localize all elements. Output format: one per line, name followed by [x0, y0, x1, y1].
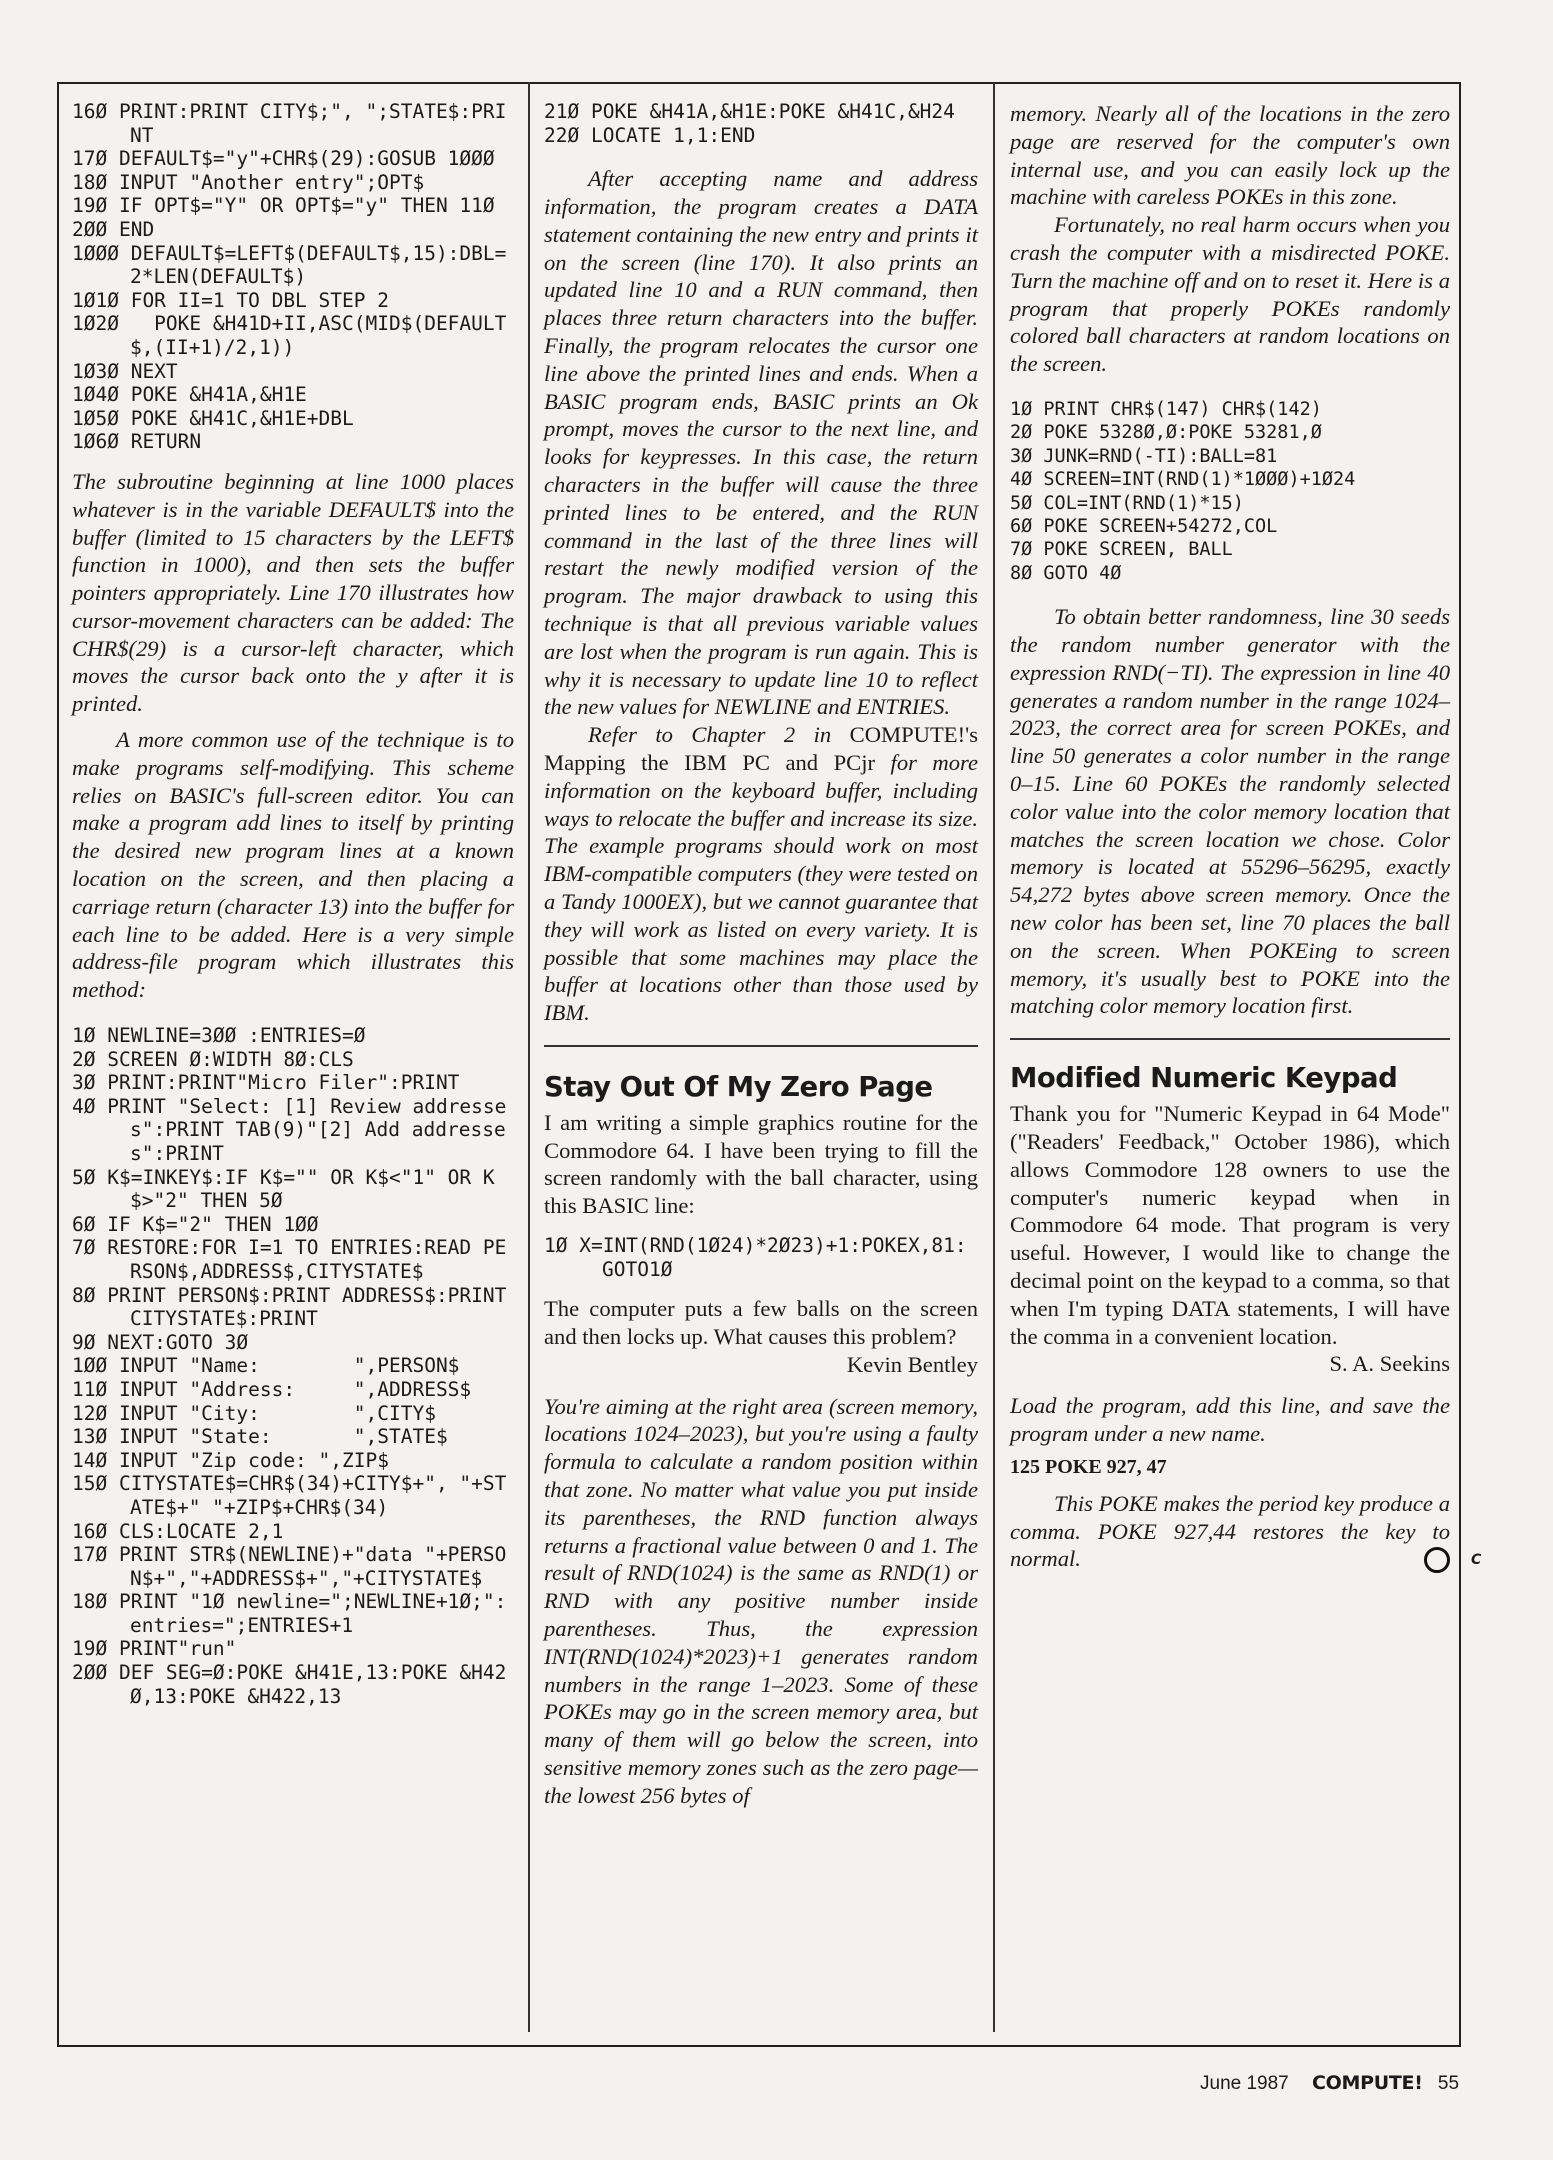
code-line: 3Ø PRINT:PRINT"Micro Filer":PRINT	[72, 1071, 460, 1095]
code-line: 8Ø PRINT PERSON$:PRINT ADDRESS$:PRINT CITYSTATE$:PRINT	[72, 1283, 519, 1331]
code-line: 7Ø RESTORE:FOR I=1 TO ENTRIES:READ PERSON$,ADDRESS$,CITYSTATE$	[72, 1236, 507, 1283]
column-divider-1	[528, 82, 530, 2032]
reader-letter: Thank you for "Numeric Keypad in 64 Mode" ("Readers' Feedback," October 1986), which allows Commodore 128 owners to use the computer's numeric keypad when in Commodore 64 mode. That program is very useful. However, I would like to change the decimal point on the keypad to a comma, so that when I'm typing DATA statements, I will have the comma in a convenient location.	[1010, 1101, 1450, 1349]
code-line	[544, 1234, 978, 1281]
code-line: 9Ø NEXT:GOTO 3Ø	[72, 1330, 249, 1354]
code-line: 1Ø2Ø POKE &H41D+II,ASC(MID$(DEFAULT$,(II+1)/2,1))	[72, 312, 507, 359]
code-line: 4Ø SCREEN=INT(RND(1)*1ØØØ)+1Ø24	[1010, 469, 1356, 491]
code-line: 2Ø POKE 5328Ø,Ø:POKE 53281,Ø	[1010, 422, 1322, 444]
code-listing-continued	[72, 100, 514, 454]
section-heading: Modified Numeric Keypad	[1010, 1062, 1398, 1095]
code-line: 22Ø LOCATE 1,1:END	[544, 123, 756, 147]
code-line: 1Ø NEWLINE=3ØØ :ENTRIES=Ø	[72, 1024, 366, 1048]
article-paragraph: memory. Nearly all of the locations in the zero page are reserved for the computer's own internal use, and you can easily lock up the machine with careless POKEs in this zone.	[1010, 101, 1450, 210]
article-paragraph: A more common use of the technique is to make programs self-modifying. This scheme relies on BASIC's full-screen editor. You can make a program add lines to itself by printing the desired new program lines at a known location on the screen, and then placing a carriage return (character 13) into the buffer for each line to be added. Here is a very simple address-file program which illustrates this method:	[72, 727, 514, 1003]
text-run: This POKE makes the period key produce a comma. POKE 927,44 restores the key to normal.	[1010, 1490, 1450, 1572]
code-line: 3Ø JUNK=RND(-TI):BALL=81	[1010, 445, 1278, 467]
code-line: 1Ø5Ø POKE &H41C,&H1E+DBL	[72, 406, 354, 430]
code-listing-end	[544, 100, 978, 147]
editor-answer: Load the program, add this line, and save the program under a new name.	[1010, 1393, 1450, 1446]
magazine-name: COMPUTE!	[1312, 2072, 1423, 2094]
text-run: for more information on the keyboard buffer, including ways to relocate the buffer and increase its size. The example programs should work on most IBM-compatible computers (they were tested on a Tandy 1000EX), but we cannot guarantee that they will work as listed on every variety. It is possible that some machines may place the buffer at locations other than those used by IBM.	[544, 749, 978, 1026]
reader-letter: The computer puts a few balls on the screen and then locks up. What causes this problem?	[544, 1296, 978, 1350]
code-line: 1Ø X=INT(RND(1Ø24)*2Ø23)+1:POKEX,81:GOTO1Ø	[544, 1234, 967, 1281]
article-paragraph: Fortunately, no real harm occurs when you crash the computer with a misdirected POKE. Turn the machine off and on to reset it. Here is a program that properly POKEs randomly colored ball characters at random locations on the screen.	[1010, 212, 1450, 377]
editor-answer: You're aiming at the right area (screen memory, locations 1024–2023), but you're using a faulty formula to calculate a random position within that zone. No matter what value you put inside its parentheses, the RND function always returns a fractional value between 0 and 1. The result of RND(1024) is the same as RND(1) or RND with any positive number inside parentheses. Thus, the expression INT(RND(1024)*2023)+1 generates random numbers in the range 1–2023. Some of these POKEs may go in the screen memory area, but many of them will go below the screen, into sensitive memory zones such as the zero page—the lowest 256 bytes of	[544, 1393, 978, 1808]
reader-letter: I am writing a simple graphics routine for the Commodore 64. I have been trying to fill the screen randomly with the ball character, using this BASIC line:	[544, 1109, 978, 1219]
code-line: 1Ø3Ø NEXT	[72, 359, 178, 383]
code-line: 2Ø SCREEN Ø:WIDTH 8Ø:CLS	[72, 1047, 354, 1071]
code-line: 19Ø IF OPT$="Y" OR OPT$="y" THEN 11Ø	[72, 194, 495, 218]
column-1	[72, 100, 519, 1708]
code-line: 1Ø4Ø POKE &H41A,&H1E	[72, 383, 307, 407]
text-run: Refer to Chapter 2 in	[588, 722, 850, 748]
column-divider-2	[993, 82, 995, 2032]
page-footer	[1200, 2072, 1459, 2095]
code-line: 6Ø POKE SCREEN+54272,COL	[1010, 516, 1278, 537]
code-line: 12Ø INPUT "City: ",CITY$	[72, 1401, 436, 1425]
code-line: 17Ø DEFAULT$="y"+CHR$(29):GOSUB 1ØØØ	[72, 147, 495, 171]
ball-program-listing	[1010, 398, 1450, 585]
code-line: 21Ø POKE &H41A,&H1E:POKE &H41C,&H24	[544, 100, 955, 123]
editor-answer	[1010, 1490, 1482, 1573]
code-line: 13Ø INPUT "State: ",STATE$	[72, 1425, 448, 1449]
code-line: 14Ø INPUT "Zip code: ",ZIP$	[72, 1448, 389, 1472]
code-line: 15Ø CITYSTATE$=CHR$(34)+CITY$+", "+STATE$+" "+ZIP$+CHR$(34)	[72, 1472, 507, 1519]
issue-date: June 1987	[1200, 2073, 1289, 2094]
code-line: 19Ø PRINT"run"	[72, 1637, 237, 1661]
section-heading: Stay Out Of My Zero Page	[544, 1070, 933, 1103]
letter-signature: Kevin Bentley	[846, 1351, 978, 1377]
code-line: 16Ø CLS:LOCATE 2,1	[72, 1519, 284, 1543]
code-line: 7Ø POKE SCREEN, BALL	[1010, 539, 1233, 561]
code-line: 5Ø K$=INKEY$:IF K$="" OR K$<"1" OR K$>"2" THEN 5Ø	[72, 1165, 495, 1213]
article-paragraph	[544, 721, 978, 1027]
code-line: 2ØØ DEF SEG=Ø:POKE &H41E,13:POKE &H42Ø,13:POKE &H422,13	[72, 1661, 507, 1708]
code-line: 18Ø INPUT "Another entry";OPT$	[72, 170, 425, 194]
code-line: 2ØØ END	[72, 217, 155, 241]
page-number: 55	[1437, 2073, 1460, 2094]
code-line: 1Ø6Ø RETURN	[72, 430, 202, 454]
address-file-program-listing	[72, 1024, 519, 1708]
article-paragraph: The subroutine beginning at line 1000 places whatever is in the variable DEFAULT$ into the buffer (limited to 15 characters by the LEFT$ function in 1000), and then sets the buffer pointers appropriately. Line 170 illustrates how cursor-movement characters can be added: The CHR$(29) is a cursor-left character, which moves the cursor back onto the y after it is printed.	[72, 468, 514, 717]
code-line: 17Ø PRINT STR$(NEWLINE)+"data "+PERSON$+","+ADDRESS$+","+CITYSTATE$	[72, 1543, 507, 1590]
book-title: COMPUTE!'s Mapping the IBM PC and PCjr	[544, 722, 978, 775]
article-paragraph: To obtain better randomness, line 30 seeds the random number generator with the expression RND(−TI). The expression in line 40 generates a random number in the range 1024–2023, the correct area for screen POKEs, and line 50 generates a color number in the range 0–15. Line 60 POKEs the randomly selected color value into the color memory location that matches the screen location we chose. Color memory is located at 55296–56295, exactly 54,272 bytes above screen memory. Once the new color has been set, line 70 places the ball on the screen. When POKEing to screen memory, it's usually best to POKE into the matching color memory location first.	[1010, 604, 1450, 1019]
code-line: 16Ø PRINT:PRINT CITY$;", ";STATE$:PRINT	[72, 100, 507, 147]
code-line: 1Ø1Ø FOR II=1 TO DBL STEP 2	[72, 288, 389, 312]
code-line: 1Ø PRINT CHR$(147) CHR$(142)	[1010, 398, 1322, 420]
compute-end-mark-icon: C	[1424, 1547, 1450, 1573]
code-line: 18Ø PRINT "1Ø newline=";NEWLINE+1Ø;":entries=";ENTRIES+1	[72, 1590, 507, 1637]
column-3	[1010, 100, 1482, 1573]
code-line: 5Ø COL=INT(RND(1)*15)	[1010, 492, 1244, 514]
code-line: 1ØØ INPUT "Name: ",PERSON$	[72, 1354, 460, 1378]
code-line: 4Ø PRINT "Select: [1] Review addresses":PRINT TAB(9)"[2] Add addresses":PRINT	[72, 1094, 507, 1166]
column-2	[544, 100, 978, 1810]
letter-signature: S. A. Seekins	[1329, 1351, 1450, 1377]
code-line: 8Ø GOTO 4Ø	[1010, 562, 1122, 584]
article-paragraph: After accepting name and address information, the program creates a DATA statement containing the new entry and prints it on the screen (line 170). It also prints an updated line 10 and a RUN command, then places three return characters into the buffer. Finally, the program relocates the cursor one line above the printed lines and ends. When a BASIC program ends, BASIC prints an Ok prompt, moves the cursor to the next line, and looks for keypresses. In this case, the return characters in the buffer will cause the three printed lines to be entered, and the RUN command in the last of the three lines will restart the newly modified version of the program. The major drawback to using this technique is that all previous variable values are lost when the program is run again. This is why it is necessary to update line 10 to reflect the new values for NEWLINE and ENTRIES.	[544, 166, 978, 720]
code-line: 11Ø INPUT "Address: ",ADDRESS$	[72, 1377, 472, 1401]
code-line: 1ØØØ DEFAULT$=LEFT$(DEFAULT$,15):DBL=2*LEN(DEFAULT$)	[72, 241, 507, 289]
poke-line: 125 POKE 927, 47	[1010, 1455, 1167, 1478]
code-line: 6Ø IF K$="2" THEN 1ØØ	[72, 1212, 319, 1236]
